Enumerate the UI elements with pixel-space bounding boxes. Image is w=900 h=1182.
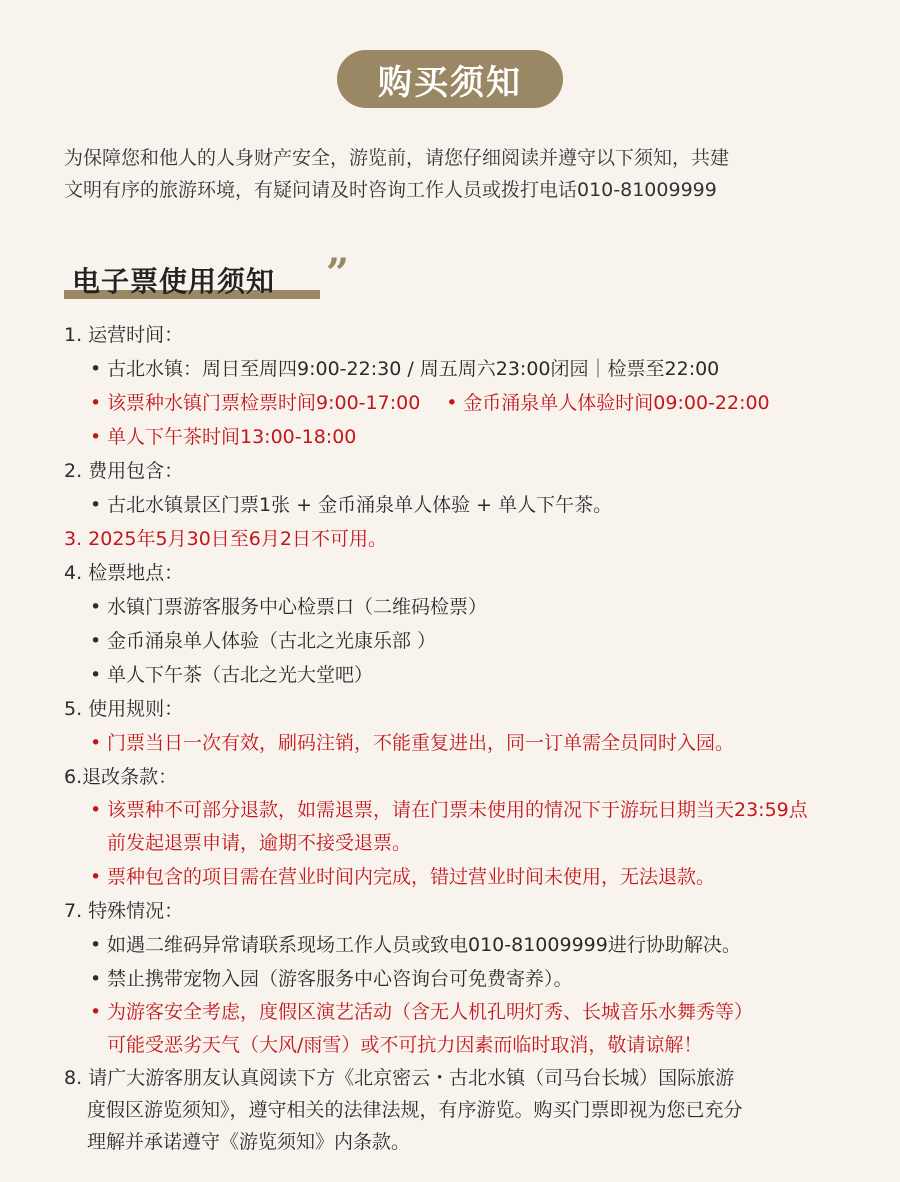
list-item-continuation: 前发起退票申请，逾期不接受退票。 bbox=[107, 832, 412, 854]
item-heading: 3. 2025年5月30日至6月2日不可用。 bbox=[64, 528, 387, 550]
bullet-icon: • bbox=[90, 799, 102, 821]
bullet-icon: • bbox=[90, 664, 102, 686]
list-item: • 古北水镇：周日至周四9:00-22:30 / 周五周六23:00闭园｜检票至22:00 bbox=[64, 352, 854, 386]
intro-paragraph bbox=[64, 142, 844, 206]
list-item: • 单人下午茶（古北之光大堂吧） bbox=[64, 658, 854, 692]
item-heading: 4. 检票地点： bbox=[64, 562, 184, 584]
bullet-icon: • bbox=[90, 630, 102, 652]
intro-line: 为保障您和他人的人身财产安全，游览前，请您仔细阅读并遵守以下须知，共建 bbox=[64, 147, 730, 169]
list-item-continuation: 可能受恶劣天气（大风/雨雪）或不可抗力因素而临时取消，敬请谅解！ bbox=[107, 1034, 703, 1056]
list-item: • 如遇二维码异常请联系现场工作人员或致电010-81009999进行协助解决。 bbox=[64, 928, 854, 962]
bullet-icon: • bbox=[90, 1001, 102, 1023]
intro-line: 文明有序的旅游环境，有疑问请及时咨询工作人员或拨打电话010-81009999 bbox=[64, 179, 717, 201]
list-item: • 该票种水镇门票检票时间9:00-17:00 • 金币涌泉单人体验时间09:00-22:00 bbox=[64, 386, 854, 420]
bullet-icon: • bbox=[90, 934, 102, 956]
list-item: • 金币涌泉单人体验（古北之光康乐部 ） bbox=[64, 624, 854, 658]
list-item: • 为游客安全考虑，度假区演艺活动（含无人机孔明灯秀、长城音乐水舞秀等） bbox=[64, 996, 854, 1028]
list-item: • 票种包含的项目需在营业时间内完成，错过营业时间未使用，无法退款。 bbox=[64, 860, 854, 894]
bullet-icon: • bbox=[90, 426, 102, 448]
list-item: • 禁止携带宠物入园（游客服务中心咨询台可免费寄养）。 bbox=[64, 962, 854, 996]
page-title: 购买须知 bbox=[337, 50, 563, 108]
list-item: • 该票种不可部分退款，如需退票，请在门票未使用的情况下于游玩日期当天23:59点 bbox=[64, 794, 854, 826]
quote-mark-icon: ” bbox=[326, 250, 350, 297]
bullet-icon: • bbox=[90, 358, 102, 380]
bullet-icon: • bbox=[90, 596, 102, 618]
bullet-icon: • bbox=[90, 392, 102, 414]
item-heading: 2. 费用包含： bbox=[64, 460, 184, 482]
bullet-icon: • bbox=[90, 866, 102, 888]
item-heading: 1. 运营时间： bbox=[64, 324, 184, 346]
item-continuation: 理解并承诺遵守《游览须知》内条款。 bbox=[87, 1131, 411, 1153]
bullet-icon: • bbox=[90, 968, 102, 990]
list-item: • 古北水镇景区门票1张 + 金币涌泉单人体验 + 单人下午茶。 bbox=[64, 488, 854, 522]
item-heading: 5. 使用规则： bbox=[64, 698, 184, 720]
notice-list bbox=[64, 318, 854, 1158]
section-title: 电子票使用须知 bbox=[72, 265, 276, 298]
bullet-icon: • bbox=[446, 392, 458, 414]
item-heading: 8. 请广大游客朋友认真阅读下方《北京密云・古北水镇（司马台长城）国际旅游 bbox=[64, 1067, 735, 1089]
item-heading: 6.退改条款： bbox=[64, 766, 178, 788]
bullet-icon: • bbox=[90, 494, 102, 516]
bullet-icon: • bbox=[90, 732, 102, 754]
list-item: • 水镇门票游客服务中心检票口（二维码检票） bbox=[64, 590, 854, 624]
item-continuation: 度假区游览须知》，遵守相关的法律法规，有序游览。购买门票即视为您已充分 bbox=[87, 1099, 743, 1121]
section-heading bbox=[64, 250, 364, 302]
item-heading: 7. 特殊情况： bbox=[64, 900, 184, 922]
list-item: • 单人下午茶时间13:00-18:00 bbox=[64, 420, 854, 454]
list-item: • 门票当日一次有效，刷码注销，不能重复进出，同一订单需全员同时入园。 bbox=[64, 726, 854, 760]
